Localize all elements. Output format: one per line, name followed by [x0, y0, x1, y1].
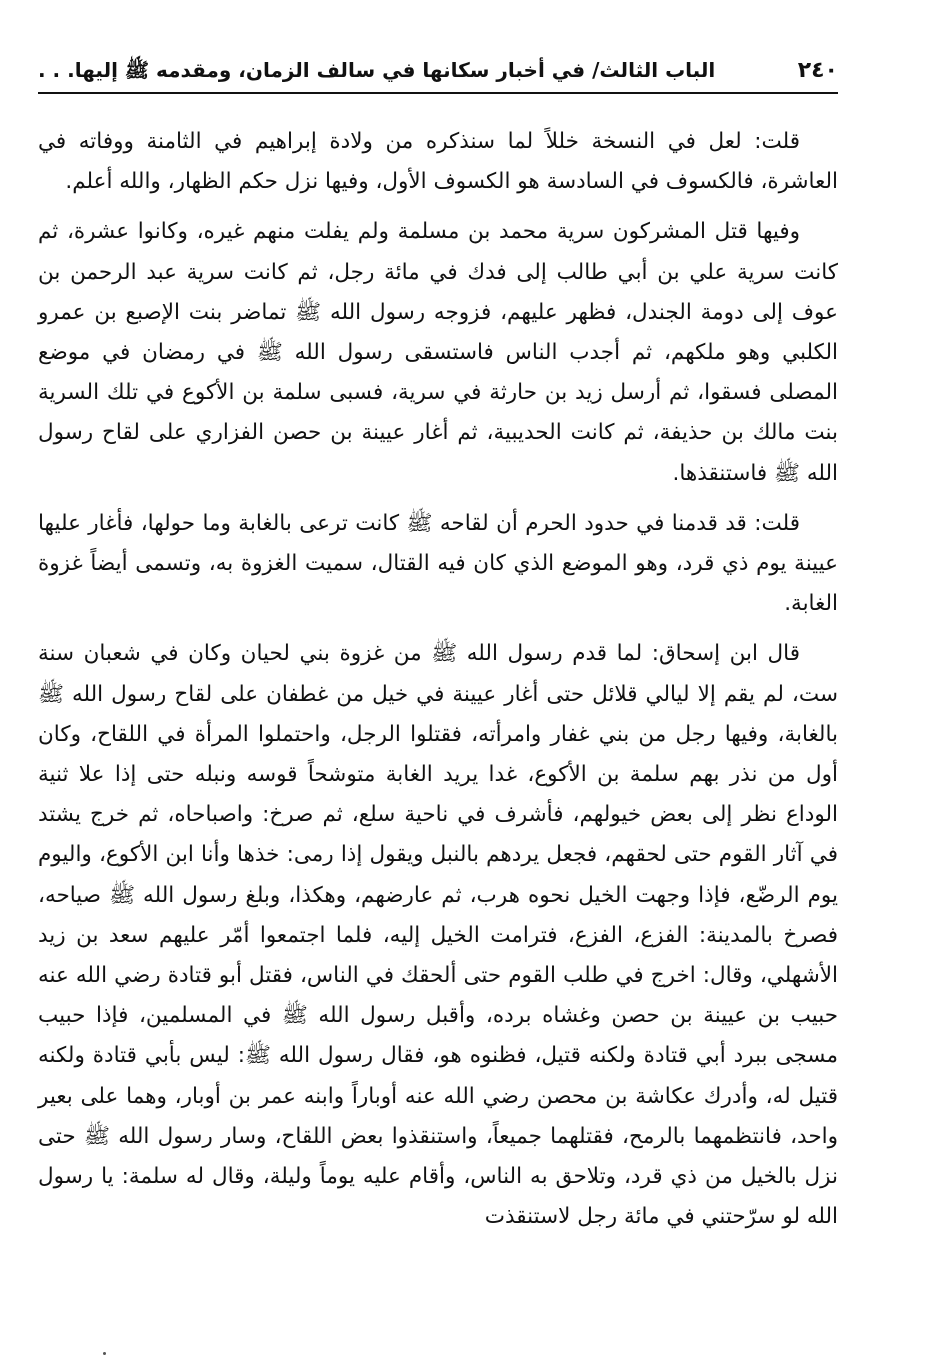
page-header — [38, 52, 838, 88]
paragraph-1: قلت: لعل في النسخة خللاً لما سنذكره من ولادة إبراهيم في الثامنة ووفاته في العاشرة، فالكسوف في السادسة هو الكسوف الأول، وفيها نزل حكم الظهار، والله أعلم. — [38, 129, 838, 195]
paragraph-2: وفيها قتل المشركون سرية محمد بن مسلمة ولم يفلت منهم غيره، وكانوا عشرة، ثم كانت سرية علي بن أبي طالب إلى فدك في مائة رجل، ثم كانت سرية عبد الرحمن بن عوف إلى دومة الجندل، فظهر عليهم، فزوجه رسول الله ﷺ تماضر بنت الإصبع بن عمرو الكلبي وهو ملكهم، ثم أجدب الناس فاستسقى رسول الله ﷺ في رمضان في موضع المصلى فسقوا، ثم أرسل زيد بن حارثة في سرية، فسبى سلمة بن الأكوع في تلك السرية بنت مالك بن حذيفة، ثم كانت الحديبية، ثم أغار عيينة بن حصن الفزاري على لقاح رسول الله ﷺ فاستنقذها. — [38, 219, 838, 486]
book-page — [38, 52, 838, 1342]
body-text — [38, 122, 838, 1237]
page-number: ٢٤٠ — [797, 58, 838, 83]
running-title: الباب الثالث/ في أخبار سكانها في سالف الزمان، ومقدمه ﷺ إليها. . . — [38, 58, 716, 82]
scan-speck — [103, 1352, 106, 1355]
paragraph-3: قلت: قد قدمنا في حدود الحرم أن لقاحه ﷺ كانت ترعى بالغابة وما حولها، فأغار عليها عيينة يوم ذي قرد، وهو الموضع الذي كان فيه القتال، سميت الغزوة به، وتسمى أيضاً غزوة الغابة. — [38, 510, 838, 617]
paragraph-4: قال ابن إسحاق: لما قدم رسول الله ﷺ من غزوة بني لحيان وكان في شعبان سنة ست، لم يقم إلا ليالي قلائل حتى أغار عيينة في خيل من غطفان على لقاح رسول الله ﷺ بالغابة، وفيها رجل من بني غفار وامرأته، فقتلوا الرجل، واحتملوا المرأة في اللقاح، وكان أول من نذر بهم سلمة بن الأكوع، غدا يريد الغابة متوشحاً قوسه ونبله حتى إذا علا ثنية الوداع نظر إلى بعض خيولهم، فأشرف في ناحية سلع، ثم صرخ: واصباحاه، ثم خرج يشتد في آثار القوم حتى لحقهم، فجعل يردهم بالنبل ويقول إذا رمى: خذها وأنا ابن الأكوع، واليوم يوم الرضّع، فإذا وجهت الخيل نحوه هرب، ثم عارضهم، وهكذا، وبلغ رسول الله ﷺ صياحه، فصرخ بالمدينة: الفزع، الفزع، فترامت الخيل إليه، فلما اجتمعوا أمّر عليهم سعد بن زيد الأشهلي، وقال: اخرج في طلب القوم حتى ألحقك في الناس، فقتل أبو قتادة رضي الله عنه حبيب بن عيينة بن حصن وغشاه برده، وأقبل رسول الله ﷺ في المسلمين، فإذا حبيب مسجى ببرد أبي قتادة ولكنه قتيل، فظنوه هو، فقال رسول الله ﷺ: ليس بأبي قتادة ولكنه قتيل له، وأدرك عكاشة بن محصن رضي الله عنه أوباراً وابنه عمر بن أوبار، وهما على بعير واحد، فانتظمهما بالرمح، فقتلهما جميعاً، واستنقذوا بعض اللقاح، وسار رسول الله ﷺ حتى نزل بالخيل من ذي قرد، وتلاحق به الناس، وأقام عليه يوماً وليلة، وقال له سلمة: يا رسول الله لو سرّحتني في مائة رجل لاستنقذت — [38, 641, 838, 1230]
header-rule — [38, 92, 838, 94]
